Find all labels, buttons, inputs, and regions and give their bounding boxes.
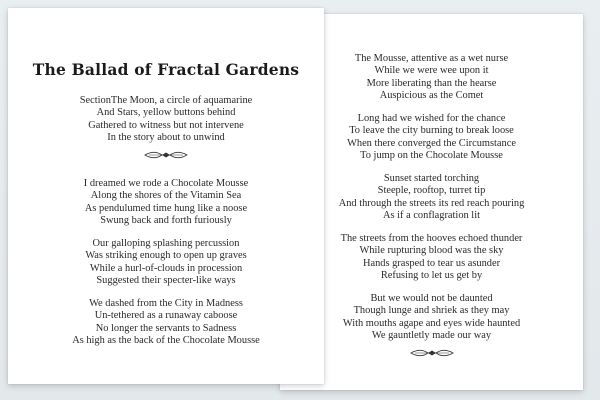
verse-line: Our galloping splashing percussion	[92, 238, 240, 249]
stanza-1	[8, 95, 324, 144]
verse-line: The streets from the hooves echoed thunder	[340, 233, 523, 244]
verse-line: No longer the servants to Sadness	[95, 322, 237, 334]
verse-line: When there converged the Circumstance	[347, 137, 516, 149]
right-page	[280, 14, 583, 390]
verse-line: Along the shores of the Vitamin Sea	[90, 190, 242, 202]
verse-line: Long had we wished for the chance	[357, 113, 506, 124]
stanza-3	[8, 238, 324, 287]
verse-line: While rupturing blood was the sky	[359, 245, 504, 257]
ornament-divider	[409, 349, 455, 357]
verse-line: As if a conflagration lit	[383, 209, 480, 221]
stanza-2	[8, 178, 324, 227]
verse-line: Refusing to let us get by	[380, 269, 483, 281]
stanza-5	[280, 53, 583, 102]
verse-line: With mouths agape and eyes wide haunted	[342, 317, 521, 329]
verse-line: While a hurl-of-clouds in procession	[89, 262, 243, 274]
verse-line: As high as the back of the Chocolate Mousse	[72, 334, 260, 346]
verse-line: Auspicious as the Comet	[379, 89, 484, 101]
verse-line: Suggested their specter-like ways	[96, 274, 236, 286]
flourish-icon	[409, 349, 455, 357]
verse-line: As pendulumed time hung like a noose	[84, 202, 248, 214]
stanza-7	[280, 173, 583, 222]
verse-line: Steeple, rooftop, turret tip	[377, 185, 486, 197]
verse-line: Though lunge and shriek as they may	[353, 305, 510, 317]
ornament-divider	[143, 151, 189, 159]
verse-line: We gauntletly made our way	[371, 329, 492, 341]
verse-line: I dreamed we rode a Chocolate Mousse	[83, 178, 249, 189]
flourish-icon	[143, 151, 189, 159]
verse-line: More liberating than the hearse	[366, 77, 497, 89]
verse-line: Gathered to witness but not intervene	[88, 119, 244, 131]
poem-title: The Ballad of Fractal Gardens	[32, 60, 300, 79]
stanza-8	[280, 233, 583, 282]
verse-line: SectionThe Moon, a circle of aquamarine	[79, 95, 253, 106]
verse-line: But we would not be daunted	[370, 293, 493, 304]
verse-line: We dashed from the City in Madness	[89, 298, 243, 309]
stanza-4	[8, 298, 324, 347]
verse-line: While we were wee upon it	[374, 65, 489, 77]
verse-line: Hands grasped to tear us asunder	[362, 257, 501, 269]
left-page	[8, 8, 324, 384]
stanza-6	[280, 113, 583, 162]
verse-line: The Mousse, attentive as a wet nurse	[354, 53, 509, 64]
verse-line: In the story about to unwind	[107, 131, 225, 143]
stanza-9	[280, 293, 583, 342]
verse-line: Swung back and forth furiously	[100, 214, 232, 226]
verse-line: Un-tethered as a runaway caboose	[94, 310, 238, 322]
verse-line: And Stars, yellow buttons behind	[96, 107, 236, 119]
verse-line: Was striking enough to open up graves	[85, 250, 247, 262]
verse-line: Sunset started torching	[383, 173, 480, 184]
verse-line: To leave the city burning to break loose	[349, 125, 514, 137]
verse-line: To jump on the Chocolate Mousse	[360, 149, 503, 161]
verse-line: And through the streets its red reach pouring	[338, 197, 525, 209]
